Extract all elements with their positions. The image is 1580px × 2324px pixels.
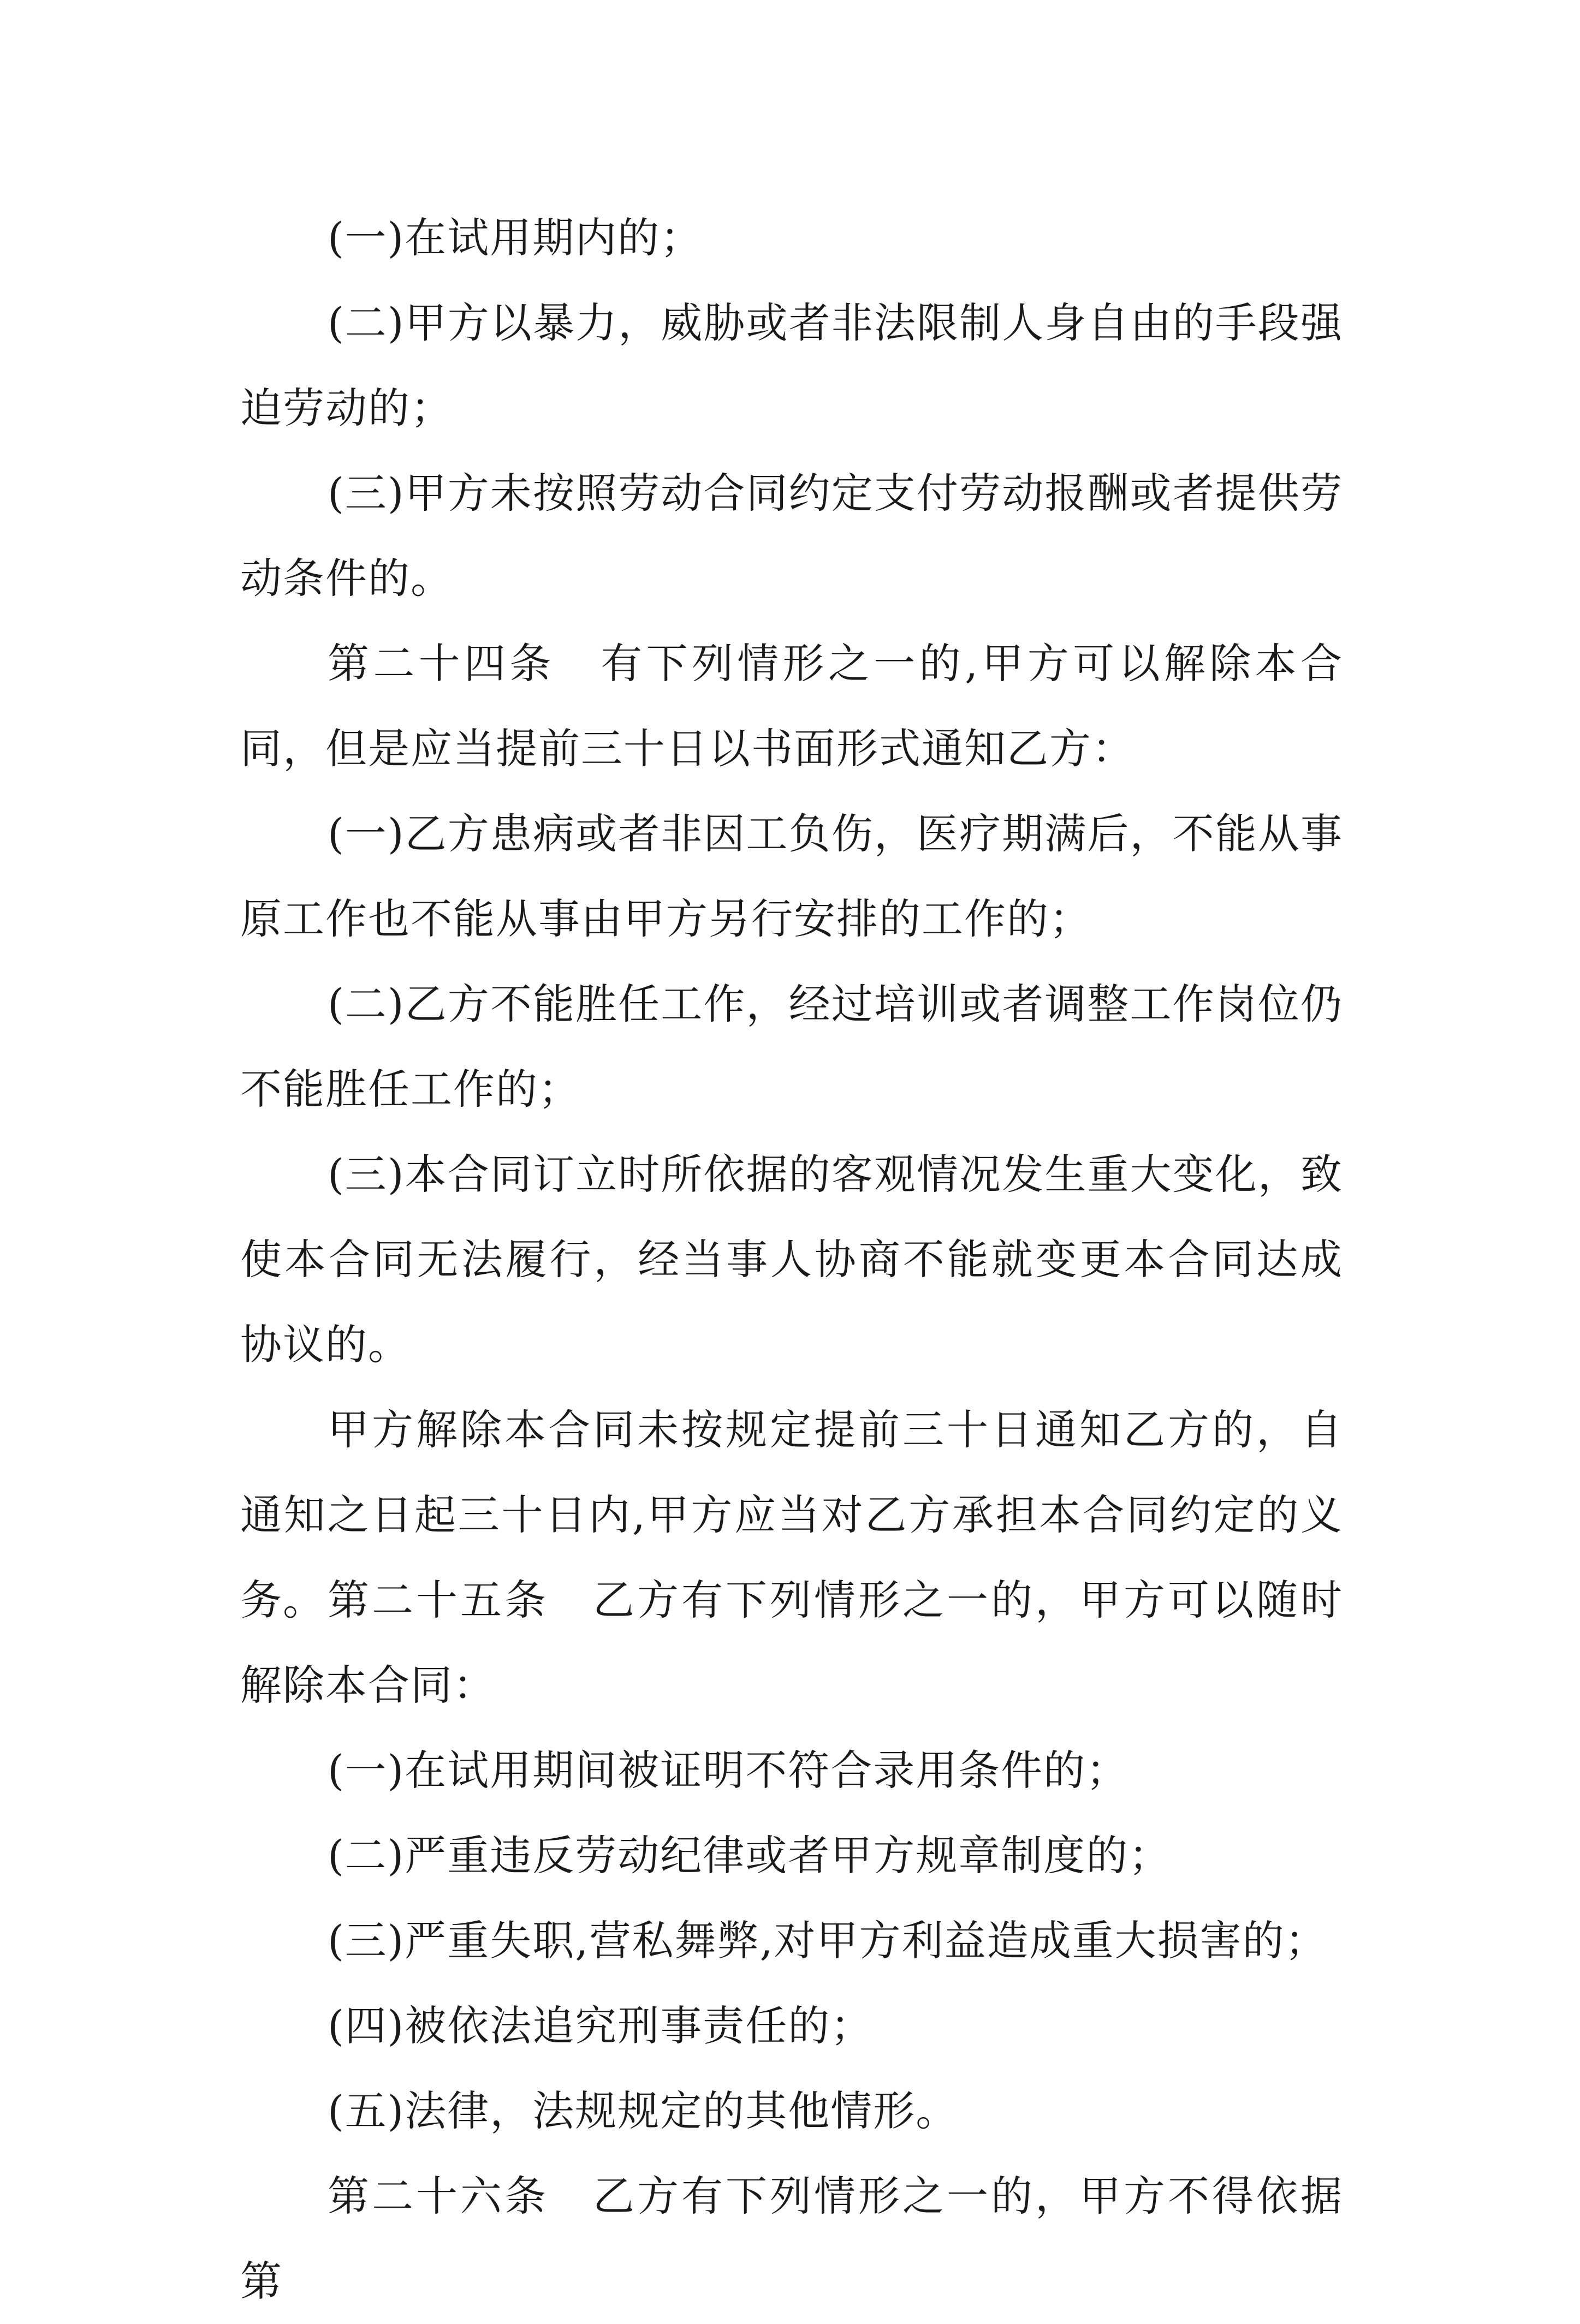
paragraph-3: (三)甲方未按照劳动合同约定支付劳动报酬或者提供劳动条件的。 [240, 469, 1343, 603]
paragraph-7: (三)本合同订立时所依据的客观情况发生重大变化，致使本合同无法履行，经当事人协商不能就变更本合同达成协议的。 [240, 1150, 1343, 1369]
article-26-heading: 第二十六条 乙方有下列情形之一的，甲方不得依据第 [240, 2172, 1343, 2305]
paragraph-6: (二)乙方不能胜任工作，经过培训或者调整工作岗位仍不能胜任工作的； [240, 980, 1343, 1113]
paragraph-10: (一)在试用期间被证明不符合录用条件的； [328, 1746, 1129, 1795]
paragraph-12: (三)严重失职,营私舞弊,对甲方利益造成重大损害的； [328, 1916, 1328, 1965]
article-25-heading: 第二十五条 乙方有下列情形之一的，甲方可以随时解除本合同： [240, 1576, 1343, 1709]
paragraph-11: (二)严重违反劳动纪律或者甲方规章制度的； [328, 1831, 1172, 1880]
paragraph-14: (五)法律，法规规定的其他情形。 [328, 2087, 959, 2135]
paragraph-1: (一)在试用期内的； [328, 213, 703, 262]
paragraph-5: (一)乙方患病或者非因工负伤，医疗期满后，不能从事原工作也不能从事由甲方另行安排的工作的； [240, 809, 1343, 943]
paragraph-8: 甲方解除本合同未按规定提前三十日通知乙方的，自通知之日起三十日内,甲方应当对乙方承担本合同约定的义务。 [240, 1405, 1343, 1624]
paragraph-2: (二)甲方以暴力，威胁或者非法限制人身自由的手段强迫劳动的； [240, 299, 1343, 432]
article-24-heading: 第二十四条 有下列情形之一的,甲方可以解除本合同，但是应当提前三十日以书面形式通知乙方： [240, 639, 1343, 773]
paragraph-13: (四)被依法追究刑事责任的； [328, 2001, 874, 2050]
